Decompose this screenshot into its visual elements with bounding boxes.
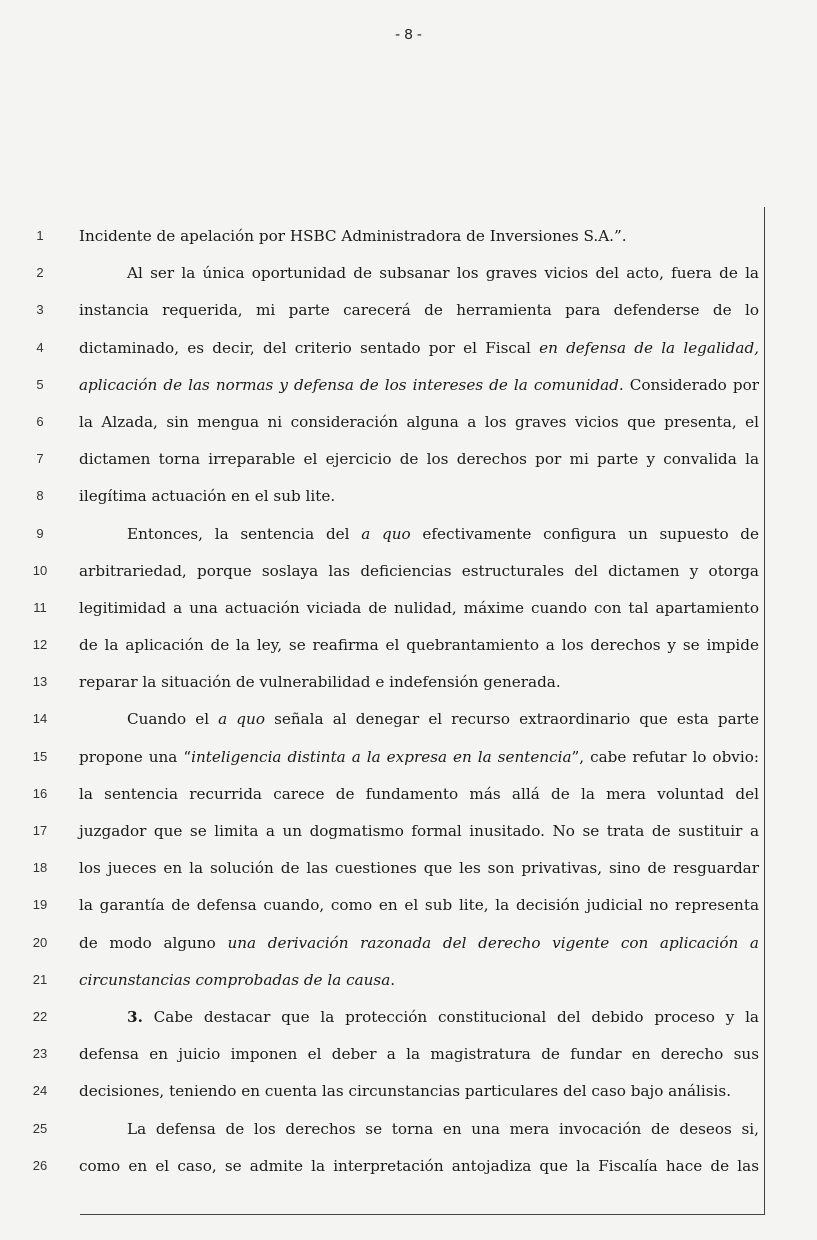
text-line [0,520,817,557]
text-segment: Al ser la única oportunidad de subsanar los graves vicios del acto, fuera de la [127,264,759,283]
italic-text: a quo [361,524,411,543]
line-number: 11 [33,599,47,615]
line-text [79,894,759,916]
line-text [79,597,759,619]
line-text [79,969,759,991]
line-number: 13 [32,674,48,690]
line-number: 1 [36,228,44,243]
line-text [79,1080,759,1102]
line-number: 16 [32,785,48,801]
line-number: 14 [32,711,48,727]
line-text [79,225,759,247]
line-text [79,634,759,656]
line-number: 7 [36,451,44,467]
text-line [0,222,817,259]
text-segment: propone una “ [79,747,192,766]
text-line [0,408,817,445]
margin-rule-bottom [80,1214,765,1215]
document-body [0,222,817,1189]
line-text [79,337,759,359]
text-segment: legitimidad a una actuación viciada de nulidad, máxime cuando con tal apartamiento [79,598,759,617]
bold-text: 3. [127,1007,143,1026]
text-segment: reparar la situación de vulnerabilidad e indefensión generada. [79,673,561,692]
line-text [79,932,759,954]
text-segment: la sentencia recurrida carece de fundamento más allá de la mera voluntad del [79,784,759,803]
line-number: 17 [32,823,48,838]
text-line [0,1077,817,1114]
line-number: 6 [36,413,44,429]
line-text [79,671,759,693]
text-line [0,929,817,966]
text-line [0,482,817,519]
text-line [0,705,817,742]
line-text [79,485,759,507]
text-line [0,1003,817,1040]
line-number: 18 [32,860,48,876]
line-text [79,708,759,730]
text-line [0,445,817,482]
text-line [0,780,817,817]
italic-text: en defensa de la legalidad, [539,338,759,357]
line-number: 15 [32,748,48,764]
text-segment: La defensa de los derechos se torna en una mera invocación de deseos si, [127,1119,759,1138]
text-segment: decisiones, teniendo en cuenta las circunstancias particulares del caso bajo análisis. [79,1082,732,1101]
line-number: 22 [32,1008,48,1024]
line-text [79,1155,759,1177]
text-line [0,1152,817,1189]
line-number: 25 [32,1120,48,1136]
text-segment: efectivamente configura un supuesto de [410,524,760,543]
text-line [0,966,817,1003]
text-segment: Cuando el [127,710,219,729]
text-line [0,296,817,333]
text-segment: Cabe destacar que la protección constitucional del debido proceso y la [142,1007,759,1026]
line-number: 21 [32,971,48,987]
line-number: 10 [32,562,48,578]
text-line [0,743,817,780]
text-line [0,557,817,594]
text-segment: juzgador que se limita a un dogmatismo formal inusitado. No se trata de sustituir a [79,822,759,840]
text-segment: Entonces, la sentencia del [127,524,362,543]
line-text [79,560,759,582]
line-text [79,783,759,805]
line-number: 26 [32,1157,48,1173]
text-segment: de modo alguno [79,933,228,952]
text-segment: la garantía de defensa cuando, como en el sub lite, la decisión judicial no representa [79,896,759,915]
line-number: 24 [32,1083,48,1099]
text-segment: dictamen torna irreparable el ejercicio de los derechos por mi parte y convalida la [79,450,759,469]
italic-text: aplicación de las normas y defensa de los intereses de la comunidad [79,375,619,394]
line-number: 9 [36,525,44,541]
line-text [79,1118,759,1140]
text-segment: instancia requerida, mi parte carecerá de herramienta para defenderse de lo [79,301,759,320]
line-text [79,1006,759,1028]
italic-text: a quo [218,710,265,729]
line-text [79,374,759,396]
text-line [0,817,817,854]
text-segment: Incidente de apelación por HSBC Administradora de Inversiones S.A.”. [79,227,627,245]
text-line [0,594,817,631]
text-line [0,371,817,408]
text-line [0,891,817,928]
text-segment: la Alzada, sin mengua ni consideración alguna a los graves vicios que presenta, el [79,412,759,431]
text-segment: como en el caso, se admite la interpretación antojadiza que la Fiscalía hace de las [79,1156,759,1175]
line-text [79,448,759,470]
text-segment: de la aplicación de la ley, se reafirma el quebrantamiento a los derechos y se impide [79,636,759,655]
line-text [79,299,759,321]
text-line [0,259,817,296]
line-number: 2 [36,265,44,281]
text-line [0,334,817,371]
text-line [0,1040,817,1077]
page-number: - 8 - [395,26,422,43]
text-segment: los jueces en la solución de las cuestiones que les son privativas, sino de resguardar [79,859,759,878]
text-line [0,631,817,668]
text-segment: arbitrariedad, porque soslaya las deficiencias estructurales del dictamen y otorga [79,561,759,580]
text-segment: defensa en juicio imponen el deber a la magistratura de fundar en derecho sus [79,1045,759,1064]
line-number: 4 [36,339,44,355]
line-text [79,857,759,879]
line-number: 12 [32,637,48,653]
text-segment: . [390,970,396,989]
text-line [0,668,817,705]
line-number: 19 [32,897,48,913]
text-segment: ”, cabe refutar lo obvio: [571,747,759,766]
italic-text: inteligencia distinta a la expresa en la sentencia [191,747,572,766]
line-text [79,1043,759,1065]
line-text [79,523,759,545]
text-segment: dictaminado, es decir, del criterio sentado por el Fiscal [79,338,540,357]
text-segment: . Considerado por [618,375,759,394]
line-number: 5 [36,376,44,392]
line-text [79,262,759,284]
italic-text: circunstancias comprobadas de la causa [79,970,391,989]
line-text [79,820,759,842]
text-segment: ilegítima actuación en el sub lite. [79,487,336,506]
line-text [79,411,759,433]
italic-text: una derivación razonada del derecho vigente con aplicación a [227,933,759,952]
line-text [79,746,759,768]
line-number: 8 [36,488,44,504]
text-segment: señala al denegar el recurso extraordinario que esta parte [264,710,760,729]
line-number: 20 [32,934,48,950]
line-number: 3 [36,302,44,318]
line-number: 23 [32,1046,48,1062]
text-line [0,854,817,891]
text-line [0,1115,817,1152]
